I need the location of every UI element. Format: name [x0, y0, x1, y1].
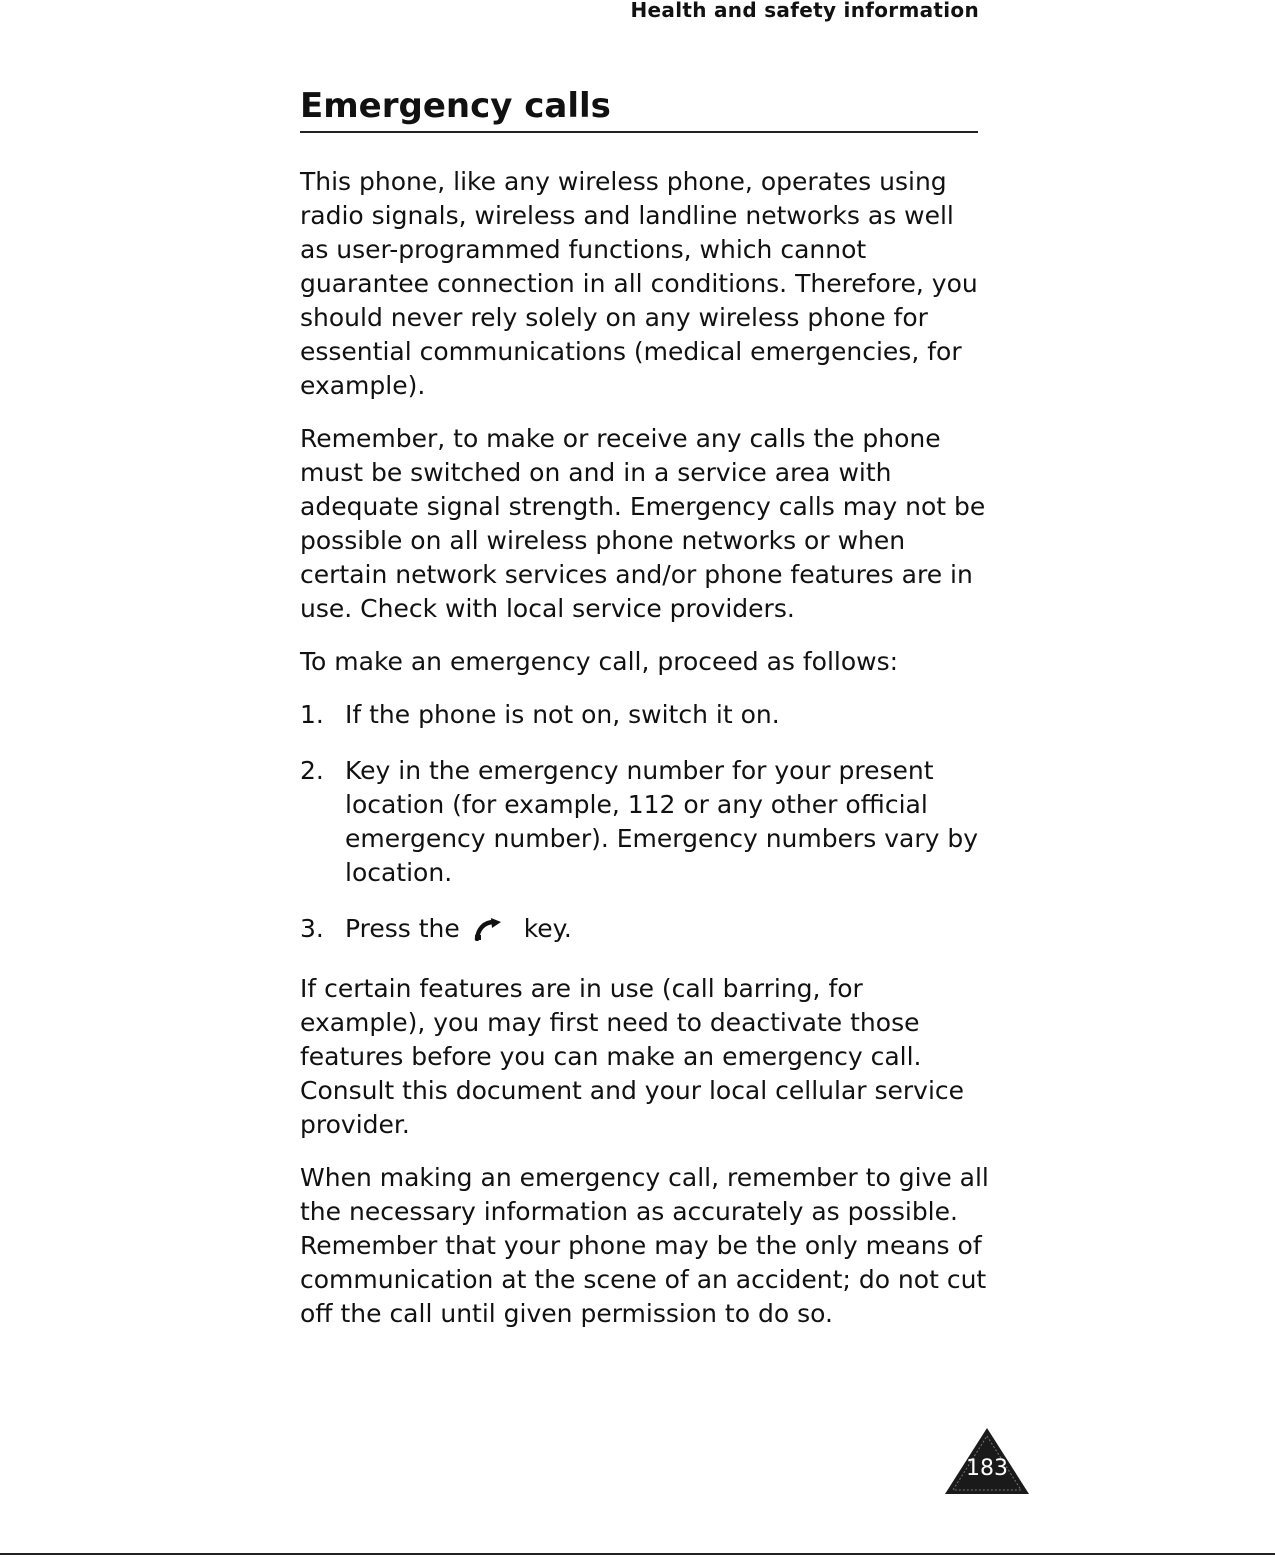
paragraph-procedure-lead: To make an emergency call, proceed as follows: — [300, 647, 899, 676]
step-text-before: Press the — [345, 914, 460, 943]
step-number: 3. — [300, 914, 324, 943]
running-header: Health and safety information — [630, 0, 979, 22]
list-item — [300, 698, 990, 732]
paragraph-intro: This phone, like any wireless phone, operates using radio signals, wireless and landline networks as well as user-programmed functions, which cannot guarantee connection in all conditions. Therefore, you should never rely solely on any wireless phone for essential communications (medical emergencies, for example). — [300, 167, 978, 400]
step-text: Key in the emergency number for your present location (for example, 112 or any other official emergency number). Emergency numbers vary by location. — [345, 756, 979, 887]
step-number: 1. — [300, 700, 324, 729]
step-text — [345, 912, 990, 950]
page-number: 183 — [966, 1456, 1008, 1481]
paragraph-information: When making an emergency call, remember to give all the necessary information as accurately as possible. Remember that your phone may be the only means of communication at the scene of an accident; do not cut off the call until given permission to do so. — [300, 1163, 989, 1328]
step-text-after: key. — [523, 914, 572, 943]
step-number: 2. — [300, 756, 324, 785]
send-key-icon — [474, 916, 504, 950]
title-underline — [300, 131, 978, 133]
paragraph-features: If certain features are in use (call barring, for example), you may first need to deactivate those features before you can make an emergency call. Consult this document and your local cellular service provider. — [300, 974, 965, 1139]
body-content — [300, 165, 990, 1350]
page-number-badge — [943, 1426, 1031, 1496]
list-item — [300, 912, 990, 950]
bottom-rule — [0, 1553, 1275, 1555]
paragraph-requirements: Remember, to make or receive any calls the phone must be switched on and in a service area with adequate signal strength. Emergency calls may not be possible on all wireless phone networks or when certain network services and/or phone features are in use. Check with local service providers. — [300, 424, 986, 623]
page-title: Emergency calls — [300, 86, 611, 126]
list-item — [300, 754, 990, 890]
step-text: If the phone is not on, switch it on. — [345, 700, 780, 729]
steps-list — [300, 698, 990, 950]
